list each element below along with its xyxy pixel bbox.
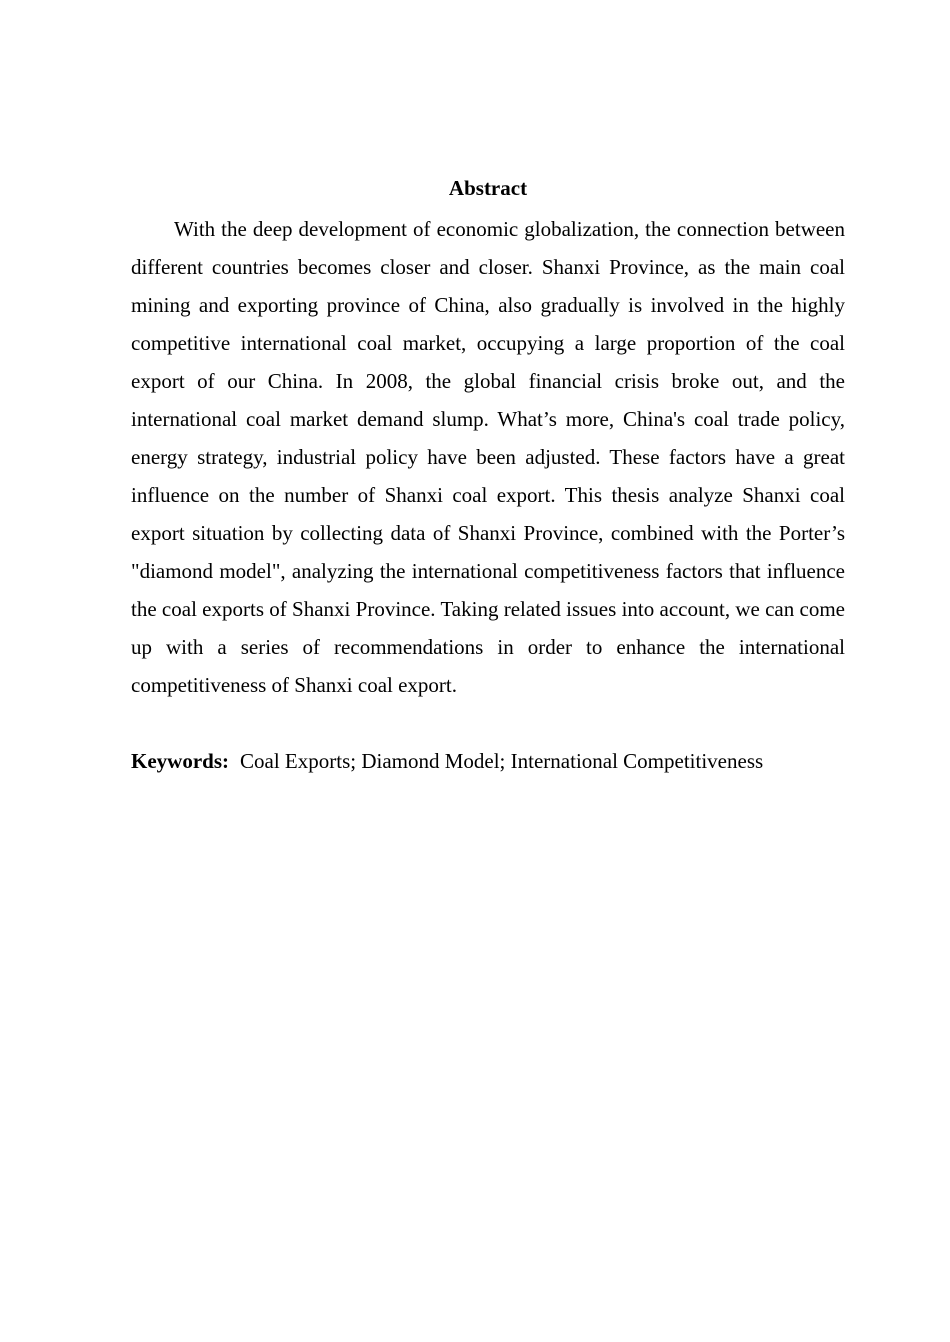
keywords-label: Keywords: bbox=[131, 749, 229, 773]
abstract-section bbox=[131, 174, 845, 780]
keywords-text: Coal Exports; Diamond Model; International Competitiveness bbox=[240, 749, 764, 773]
abstract-body: With the deep development of economic globalization, the connection between different countries becomes closer and closer. Shanxi Province, as the main coal mining and exporting province of China, also gradually is involved in the highly competitive international coal market, occupying a large proportion of the coal export of our China. In 2008, the global financial crisis broke out, and the international coal market demand slump. What’s more, China's coal trade policy, energy strategy, industrial policy have been adjusted. These factors have a great influence on the number of Shanxi coal export. This thesis analyze Shanxi coal export situation by collecting data of Shanxi Province, combined with the Porter’s "diamond model", analyzing the international competitiveness factors that influence the coal exports of Shanxi Province. Taking related issues into account, we can come up with a series of recommendations in order to enhance the international competitiveness of Shanxi coal export. bbox=[131, 217, 845, 697]
abstract-title: Abstract bbox=[448, 176, 528, 200]
keywords-line bbox=[131, 742, 845, 780]
